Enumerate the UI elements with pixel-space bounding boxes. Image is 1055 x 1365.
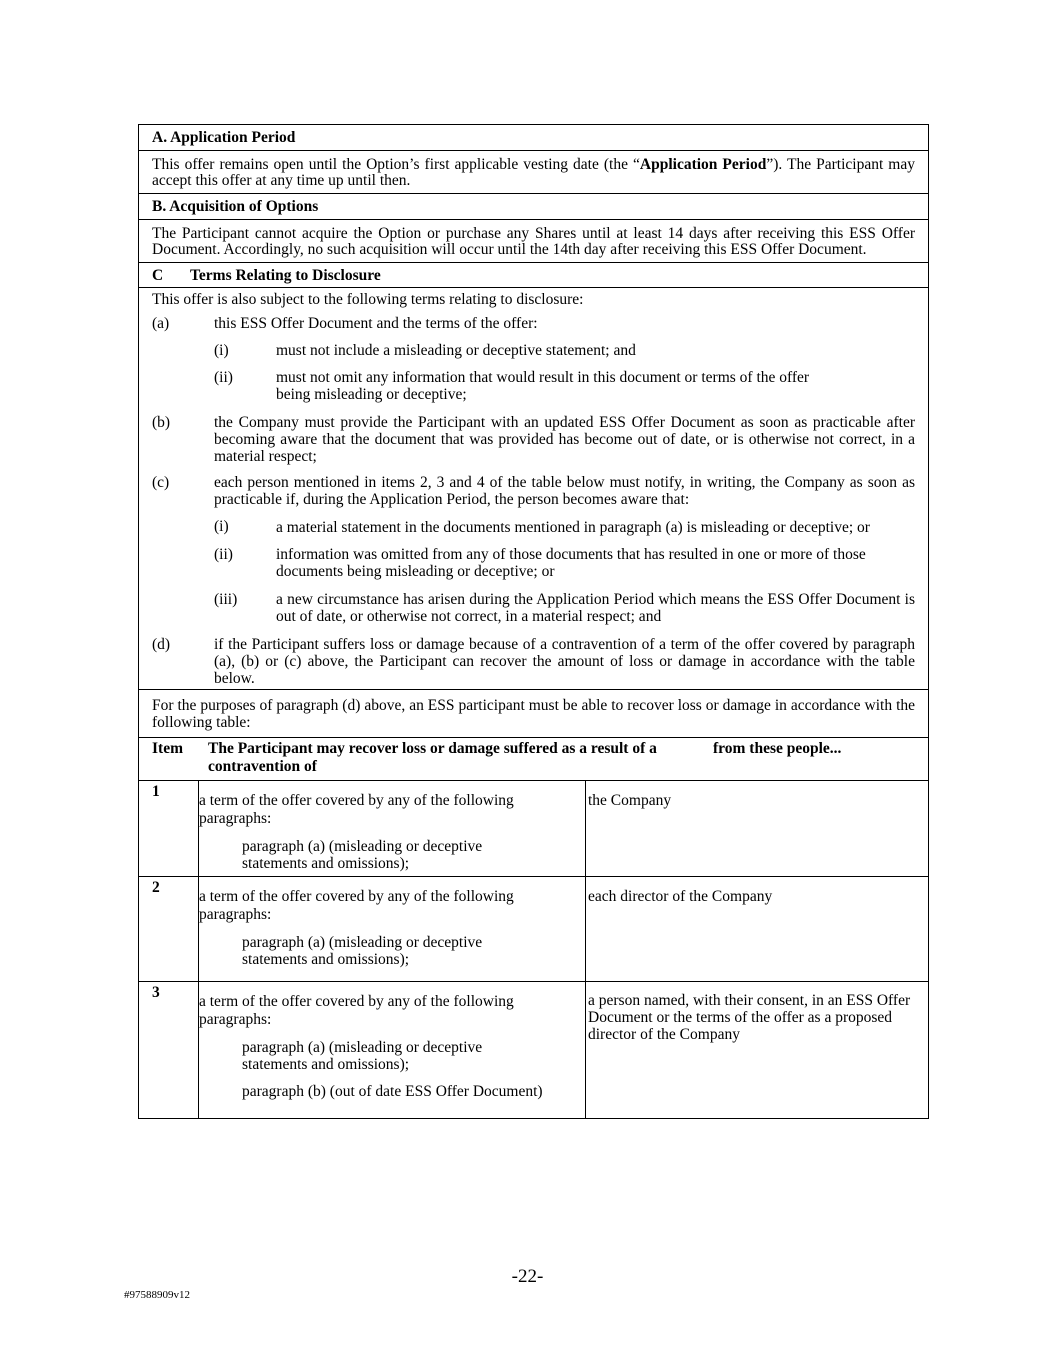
table-row — [139, 781, 928, 877]
liability-table-header — [139, 738, 928, 781]
section-b-text: The Participant cannot acquire the Option or purchase any Shares until at least 14 days after receiving this ESS Offer Document. Accordingly, no such acquisition will occur until the 14th day after receiving this ESS Offer Document. — [139, 220, 928, 263]
item-c: (c) each person mentioned in items 2, 3 and 4 of the table below must notify, in writing, the Company as soon as practicable if, during the Application Period, the person becomes aware that: — [152, 474, 915, 508]
section-c-body — [139, 288, 928, 690]
header-item: Item — [152, 740, 183, 757]
section-b-heading: B. Acquisition of Options — [139, 194, 928, 220]
document-id: #97588909v12 — [124, 1289, 190, 1301]
item-a-i: (i) must not include a misleading or deceptive statement; and — [214, 342, 636, 359]
row-people: each director of the Company — [588, 888, 773, 905]
item-c-i: (i) a material statement in the documents mentioned in paragraph (a) is misleading or deceptive; or — [214, 518, 870, 536]
table-intro: For the purposes of paragraph (d) above, an ESS participant must be able to recover loss or damage in accordance with the following table: — [139, 690, 928, 738]
item-a: (a) this ESS Offer Document and the terms of the offer: — [152, 315, 538, 332]
row-term: a term of the offer covered by any of the following paragraphs: — [199, 888, 514, 923]
section-c-intro: This offer is also subject to the following terms relating to disclosure: — [152, 291, 584, 308]
section-c-label: C — [152, 267, 164, 284]
row-term: a term of the offer covered by any of the following paragraphs: — [199, 792, 514, 827]
section-c-heading: C Terms Relating to Disclosure — [139, 263, 928, 288]
row-people: a person named, with their consent, in an ESS Offer Document or the terms of the offer as a proposed director of the Company — [588, 992, 911, 1043]
application-period-term: Application Period — [639, 156, 767, 173]
row-number: 1 — [139, 781, 199, 876]
row-number: 2 — [139, 877, 199, 981]
row-term: a term of the offer covered by any of the following paragraphs: — [199, 993, 514, 1028]
page-number: -22- — [511, 1266, 544, 1287]
row-people: the Company — [588, 792, 672, 809]
row-paragraph-a: paragraph (a) (misleading or deceptive statements and omissions); — [242, 1039, 483, 1073]
table-row — [139, 982, 928, 1118]
liability-table — [139, 781, 928, 1118]
header-contravention: The Participant may recover loss or damage suffered as a result of a contravention of — [208, 740, 657, 775]
row-number: 3 — [139, 982, 199, 1118]
section-a-text: This offer remains open until the Option’s first applicable vesting date (the “Application Period”). The Participant may accept this offer at any time up until then. — [139, 151, 928, 194]
item-d: (d) if the Participant suffers loss or damage because of a contravention of a term of the offer covered by paragraph (a), (b) or (c) above, the Participant can recover the amount of loss or damage in accordance with the table below. — [152, 636, 915, 687]
terms-frame — [138, 124, 929, 1119]
item-c-iii: (iii) a new circumstance has arisen during the Application Period which means the ESS Offer Document is out of date, or otherwise not correct, in a material respect; and — [214, 591, 915, 625]
section-a-heading: A. Application Period — [139, 125, 928, 151]
item-b: (b) the Company must provide the Participant with an updated ESS Offer Document as soon as practicable after becoming aware that the document that was provided has become out of date, or is otherwise not correct, in a material respect; — [152, 414, 915, 465]
item-c-ii: (ii) information was omitted from any of those documents that has resulted in one or more of those documents being misleading or deceptive; or — [214, 546, 866, 580]
item-a-ii: (ii) must not omit any information that would result in this document or terms of the offer being misleading or deceptive; — [214, 369, 810, 403]
row-paragraph-a: paragraph (a) (misleading or deceptive statements and omissions); — [242, 934, 483, 968]
row-paragraph-a: paragraph (a) (misleading or deceptive statements and omissions); — [242, 838, 483, 872]
table-row — [139, 877, 928, 982]
row-paragraph-b: paragraph (b) (out of date ESS Offer Document) — [242, 1083, 543, 1100]
header-people: from these people... — [713, 740, 842, 757]
